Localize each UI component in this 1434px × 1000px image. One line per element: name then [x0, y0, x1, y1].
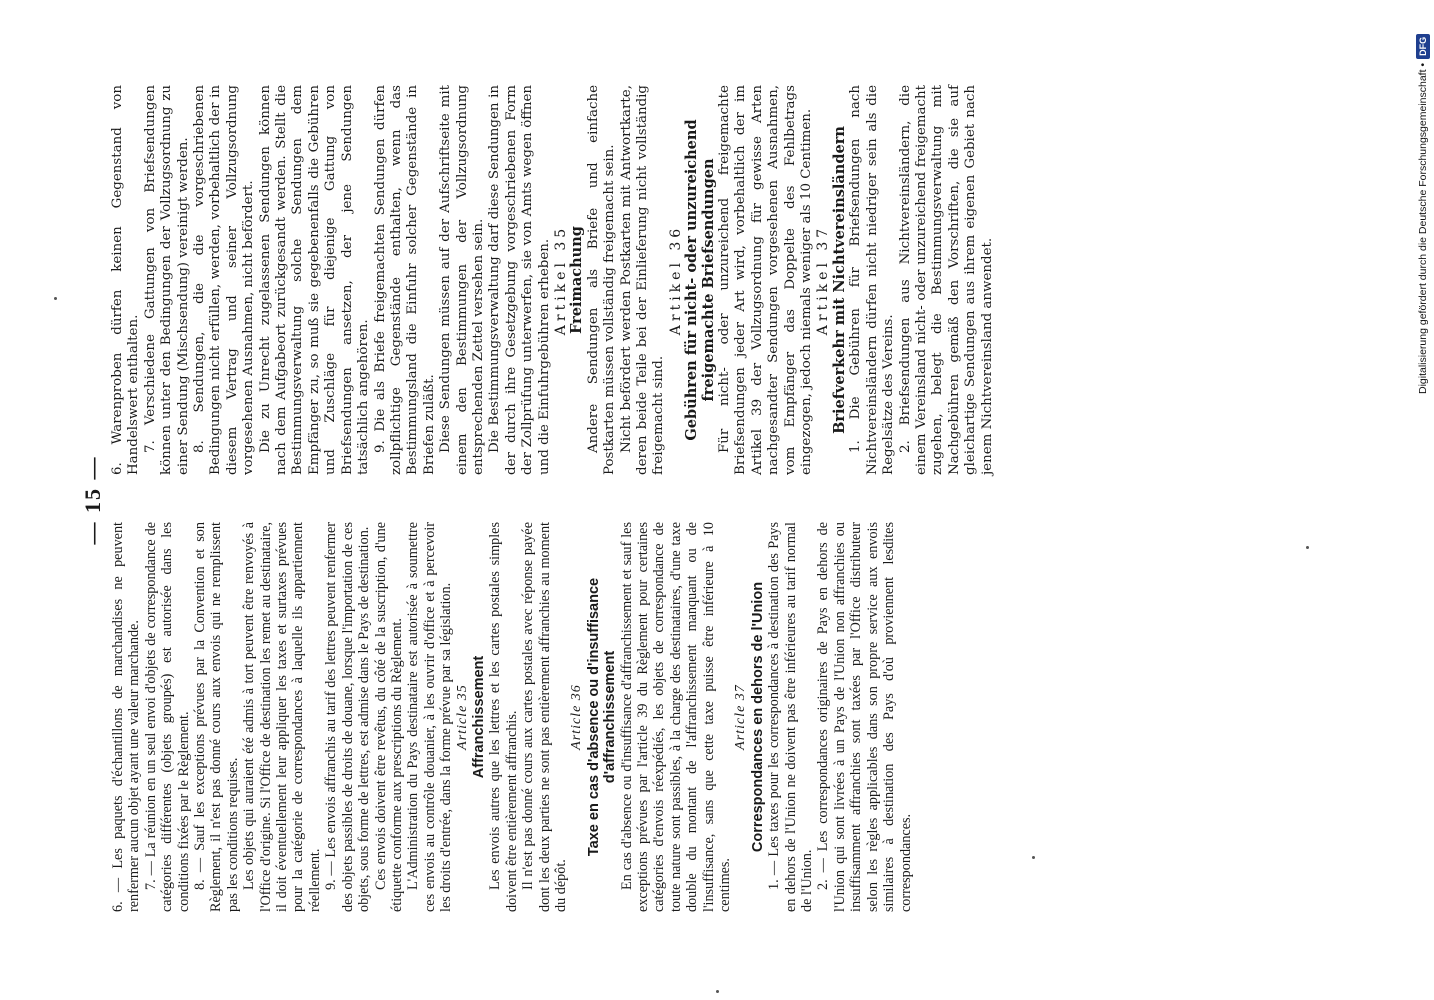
de-para: Andere Sendungen als Briefe und einfache Postkarten müssen vollständig freigemacht sein.: [585, 85, 618, 475]
de-para: Die zu Unrecht zugelassenen Sendungen können nach dem Aufgabeort zurückgesandt werden. Stellt die Bestimmungsverwaltung solche Sendungen dem Empfänger zu, so muß sie gegebenenfalls die Gebühren und Zuschläge für diejenige Gattung von Briefsendungen ansetzen, der jene Sendungen tatsächlich angehören.: [257, 85, 372, 475]
fr-article-37-title: Article 37: [733, 684, 749, 750]
dfg-logo: DFG: [1416, 34, 1430, 59]
de-article-35-title: Artikel 35: [552, 224, 569, 336]
fr-para: 7. — La réunion en un seul envoi d'objets de correspondance de catégories différentes (objets groupés) est autorisée dans les conditions fixées par le Règlement.: [142, 522, 192, 912]
page-number: — 15 —: [80, 455, 105, 545]
fr-article-36-heading: Taxe en cas d'absence ou d'insuffisance d'affranchissement: [585, 577, 619, 857]
de-para: 7. Verschiedene Gattungen von Briefsendungen können unter den Bedingungen der Vollzugsordnung zu einer Sendung (Mischsendung) vereinigt werden.: [142, 85, 191, 475]
de-para: Nicht befördert werden Postkarten mit Antwortkarte, deren beide Teile bei der Einlieferung nicht vollständig freigemacht sind.: [618, 85, 667, 475]
de-para: 9. Die als Briefe freigemachten Sendungen dürfen zollpflichtige Gegenstände enthalten, wenn das Bestimmungsland die Einfuhr solcher Gegenstände in Briefen zuläßt.: [372, 85, 437, 475]
fr-para: Ces envois doivent être revêtus, du côté de la suscription, d'une étiquette conforme aux prescriptions du Règlement.: [372, 522, 405, 912]
scan-speck: [1306, 546, 1309, 549]
de-para: Diese Sendungen müssen auf der Aufschriftseite mit einem den Bestimmungen der Vollzugsordnung entsprechenden Zettel versehen sein.: [438, 85, 486, 475]
fr-para: 9. — Les envois affranchis au tarif des lettres peuvent renfermer des objets passibles de droits de douane, lorsque l'importation de ces objets, sous forme de lettres, est admise dans le Pays de destination.: [323, 522, 373, 912]
fr-para: En cas d'absence ou d'insuffisance d'affranchissement et sauf les exceptions prévues par l'article 39 du Règlement pour certaines catégories d'envois réexpédiés, les objets de correspondance de toute nature sont passibles, à la charge des destinataires, d'une taxe double du montant de l'affranchissement manquant ou de l'insuffisance, sans que cette taxe puisse être inférieure à 10 centimes.: [618, 522, 734, 912]
digitization-credit: [1412, 6, 1434, 394]
fr-article-37-heading: Correspondances en dehors de l'Union: [749, 581, 766, 853]
de-para: 6. Warenproben dürfen keinen Gegenstand von Handelswert enthalten.: [110, 85, 142, 475]
de-article-35-heading: Freimachung: [568, 226, 586, 334]
de-article-37-heading: Briefverkehr mit Nichtvereinsländern: [830, 126, 848, 434]
fr-para: L'Administration du Pays destinataire est autorisée à soumettre ces envois au contrôle douanier, à les ouvrir d'office et à percevoir les droits d'entrée, dans la forme prévue par sa législation.: [405, 522, 455, 912]
de-article-36-heading: Gebühren für nicht- oder unzureichend freigemachte Briefsendungen: [683, 119, 717, 441]
scan-speck: [54, 297, 57, 300]
de-para: 1. Die Gebühren für Briefsendungen nach Nichtvereinsländern dürfen nicht niedriger sein als die Regelsätze des Vereins.: [848, 85, 897, 475]
fr-para: 6. — Les paquets d'échantillons de marchandises ne peuvent renfermer aucun objet ayant une valeur marchande.: [110, 522, 143, 912]
de-article-37-title: Artikel 37: [815, 224, 832, 336]
french-column: [110, 522, 914, 912]
de-article-36-title: Artikel 36: [667, 224, 684, 336]
fr-para: Les objets qui auraient été admis à tort peuvent être renvoyés à l'Office d'origine. Si l'Office de destination les remet au destinataire, il doit éventuellement leur appliquer les taxes et surtaxes prévues pour la catégorie de correspondances à laquelle ils appartiennent réellement.: [241, 522, 323, 912]
fr-article-36-title: Article 36: [569, 684, 585, 750]
de-para: Für nicht- oder unzureichend freigemachte Briefsendungen jeder Art wird, vorbehaltlich der im Artikel 39 der Vollzugsordnung für gewisse Arten nachgesandter Sendungen vorgesehenen Ausnahmen, vom Empfänger das Doppelte des Fehlbetrags eingezogen, jedoch niemals weniger als 10 Centimen.: [717, 85, 815, 475]
fr-article-35-title: Article 35: [454, 684, 470, 750]
fr-para: Les envois autres que les lettres et les cartes postales simples doivent être entièrement affranchis.: [487, 522, 520, 912]
scan-speck: [1032, 856, 1035, 859]
fr-para: 1. — Les taxes pour les correspondances à destination des Pays en dehors de l'Union ne doivent pas être inférieures au tarif normal de l'Union.: [766, 522, 816, 912]
de-para: 8. Sendungen, die die vorgeschriebenen Bedingungen nicht erfüllen, werden, vorbehaltlich der in diesem Vertrag und seiner Vollzugsordnung vorgesehenen Ausnahmen, nicht befördert.: [192, 85, 257, 475]
credit-text: Digitalisierung gefördert durch die Deutsche Forschungsgemeinschaft •: [1417, 62, 1429, 394]
de-para: Die Bestimmungsverwaltung darf diese Sendungen in der durch ihre Gesetzgebung vorgeschriebenen Form der Zollprüfung unterwerfen, sie von Amts wegen öffnen und die Einfuhrgebühren erheben.: [487, 85, 552, 475]
de-para: 2. Briefsendungen aus Nichtvereinsländern, die einem Vereinsland nicht- oder unzureichend freigemacht zugehen, belegt die Bestimmungsverwaltung mit Nachgebühren gemäß den Vorschriften, die sie auf gleichartige Sendungen aus ihrem eigenen Gebiet nach jenem Nichtvereinsland anwendet.: [897, 85, 995, 475]
scan-speck: [716, 990, 719, 993]
fr-para: Il n'est pas donné cours aux cartes postales avec réponse payée dont les deux parties ne sont pas entièrement affranchies au moment du dépôt.: [520, 522, 569, 912]
fr-para: 2. — Les correspondances originaires de Pays en dehors de l'Union qui sont livrées à un Pays de l'Union non affranchies ou insuffisamment affranchies sont taxées par l'Office distributeur selon les règles applicables dans son propre service aux envois similaires à destination des Pays d'où proviennent lesdites correspondances.: [815, 522, 914, 912]
fr-article-35-heading: Affranchissement: [470, 655, 487, 779]
fr-para: 8. — Sauf les exceptions prévues par la Convention et son Règlement, il n'est pas donné cours aux envois qui ne remplissent pas les conditions requises.: [192, 522, 241, 912]
german-column: [110, 85, 996, 475]
